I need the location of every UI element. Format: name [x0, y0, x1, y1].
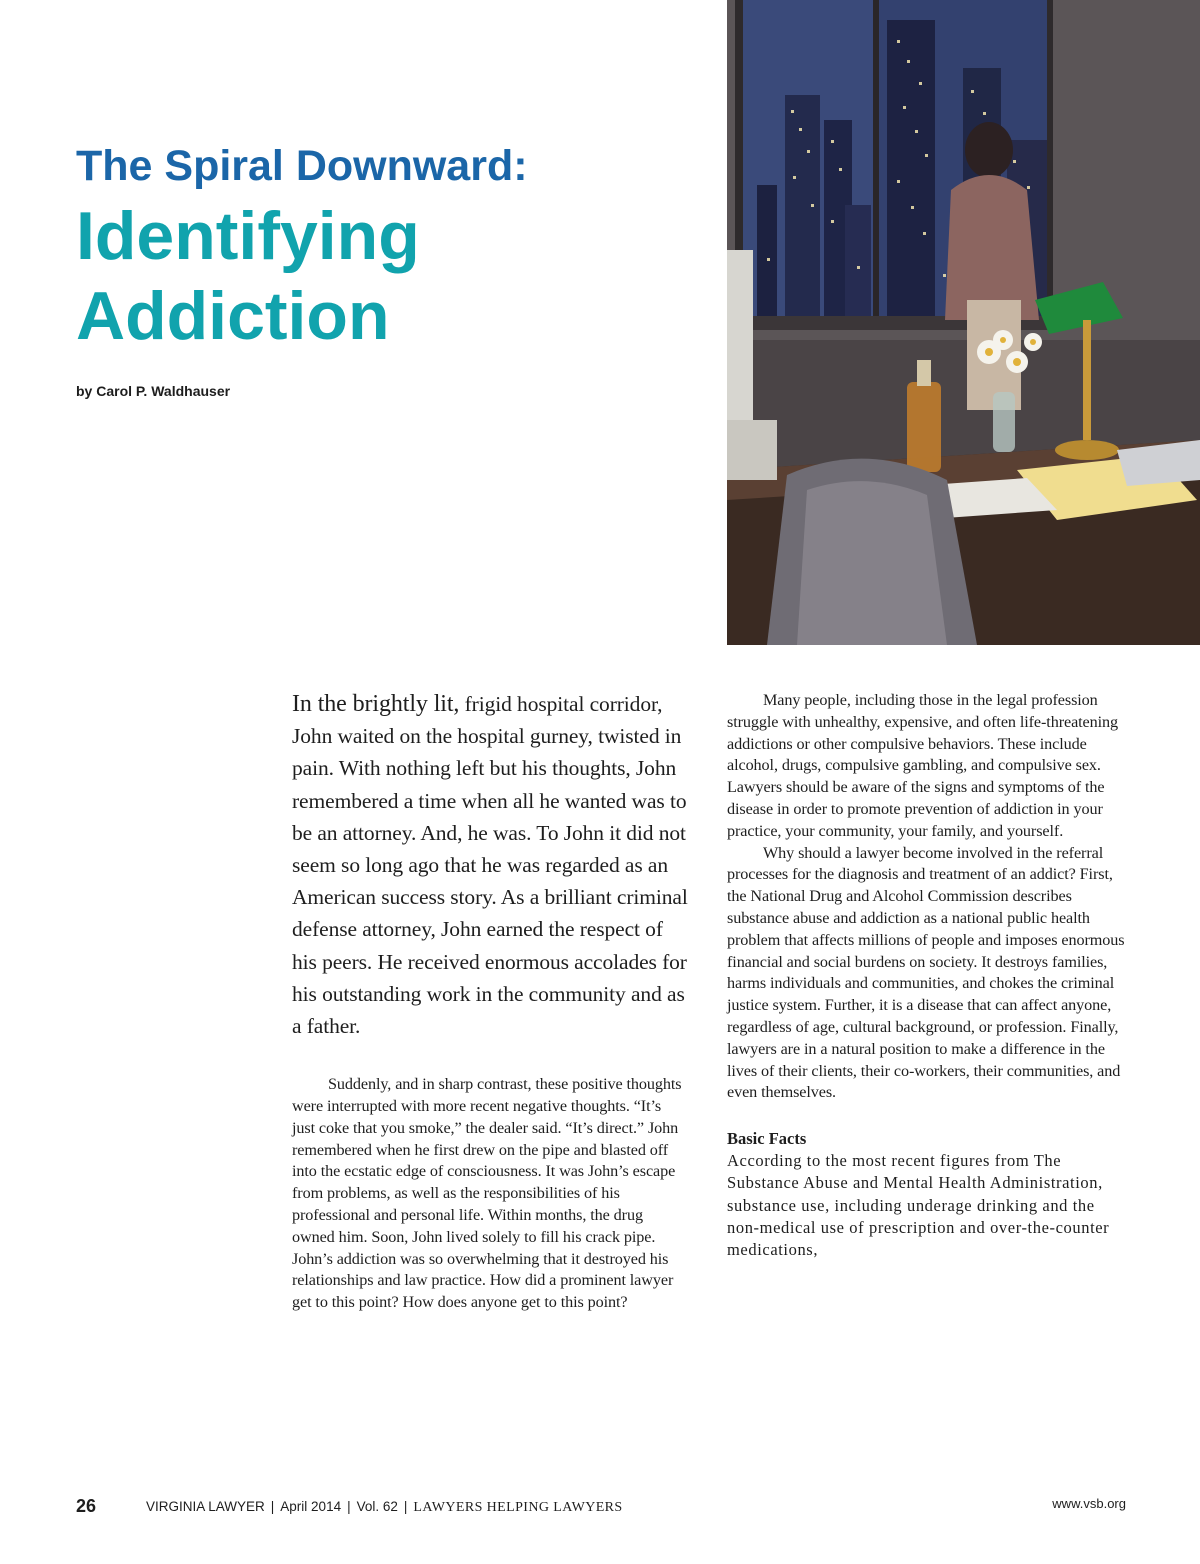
subhead-basic-facts: Basic Facts: [727, 1129, 807, 1149]
footer-separator: |: [347, 1499, 351, 1514]
issue-date: April 2014: [280, 1499, 342, 1514]
magazine-name: VIRGINIA LAWYER: [146, 1499, 265, 1514]
body-paragraph-left-2: Suddenly, and in sharp contrast, these positive thoughts were interrupted with more recent negative thoughts. “It’s just coke that you smoke,” the dealer said. “It’s direct.” John remembered when he first drew on the pipe and blasted off into the ecstatic edge of consciousness. It was John’s escape from problems, as well as the responsibilities of his professional and personal life. Within months, the drug owned him. Soon, John lived solely to fill his crack pipe. John’s addiction was so overwhelming that it destroyed his relationships and law practice. How did a prominent lawyer get to this point? How does anyone get to this point?: [292, 1075, 682, 1312]
article-title-block: [76, 140, 696, 356]
article-headline: [76, 196, 696, 356]
column-right: [727, 690, 1129, 1261]
lead-text: frigid hospital corridor, John waited on the hospital gurney, twisted in pain. With nothing left but his thoughts, John remembered a time when all he wanted was to be an attorney. And, he was. To John it did not seem so long ago that he was regarded as an American success story. As a brilliant criminal defense attorney, John earned the respect of his peers. He received enormous accolades for his outstanding work in the community and as a father.: [292, 692, 688, 1039]
section-name: LAWYERS HELPING LAWYERS: [413, 1500, 623, 1515]
headline-line-1: Identifying: [76, 198, 420, 274]
page-number: 26: [76, 1496, 97, 1516]
article-photo: [727, 0, 1200, 645]
body-paragraph-right-2: Why should a lawyer become involved in the referral processes for the diagnosis and treatment of an addict? First, the National Drug and Alcohol Commission describes substance abuse and addiction as a national public health problem that affects millions of people and imposes enormous financial and social burdens on society. It destroys families, harms individuals and communities, and chokes the criminal justice system. Further, it is a disease that can affect anyone, regardless of age, cultural background, or profession. Finally, lawyers are in a natural position to make a difference in the lives of their clients, their co-workers, their communities, and even themselves.: [727, 843, 1125, 1102]
column-left: [292, 688, 688, 1314]
page-footer: [76, 1496, 1126, 1520]
body-paragraph-right-3: According to the most recent figures from The Substance Abuse and Mental Health Administration, substance use, including underage drinking and the non-medical use of prescription and over-the-counter medications,: [727, 1151, 1110, 1259]
lead-dropin: In the brightly lit,: [292, 691, 460, 717]
lead-paragraph: [292, 688, 688, 1042]
footer-separator: |: [403, 1499, 408, 1514]
headline-line-2: Addiction: [76, 278, 390, 354]
body-paragraph-right-1: Many people, including those in the legal profession struggle with unhealthy, expensive, and often life-threatening addictions or other compulsive behaviors. These include alcohol, drugs, compulsive gambling, and compulsive sex. Lawyers should be aware of the signs and symptoms of the disease in order to promote prevention of addiction in your practice, your community, your family, and yourself.: [727, 691, 1119, 840]
article-kicker: The Spiral Downward:: [76, 142, 528, 190]
footer-separator: |: [270, 1499, 275, 1514]
byline: by Carol P. Waldhauser: [76, 383, 231, 399]
website-url: www.vsb.org: [1052, 1496, 1126, 1511]
volume: Vol. 62: [356, 1499, 398, 1514]
footer-folio: [146, 1499, 623, 1516]
